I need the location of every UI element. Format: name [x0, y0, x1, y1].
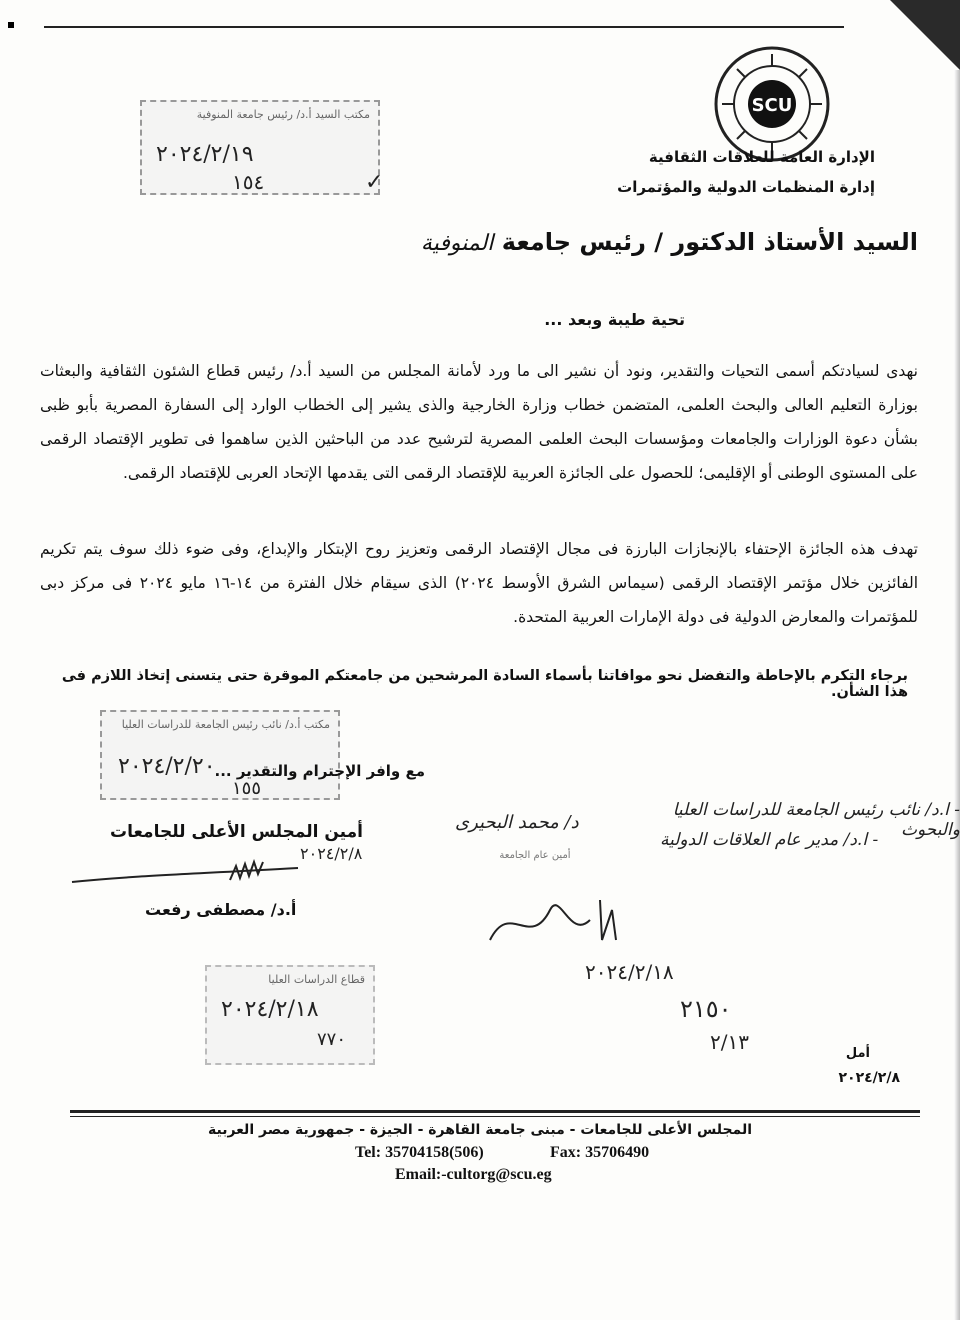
footer-address: المجلس الأعلى للجامعات - مبنى جامعة القاهرة - الجيزة - جمهورية مصر العربية	[207, 1122, 752, 1138]
annotation-date: ٢٠٢٤/٢/١٨	[585, 960, 674, 984]
footer-fax: Fax: 35706490	[550, 1144, 650, 1161]
typist-initial: أمل	[845, 1046, 870, 1061]
footer-rule-thick	[70, 1110, 920, 1113]
stamp-number: ١٥٥	[232, 778, 262, 799]
salutation	[98, 228, 918, 256]
top-rule	[44, 26, 844, 28]
footer-tel: Tel: 35704158(506)	[355, 1144, 484, 1161]
incoming-stamp-middle	[100, 710, 340, 800]
department-line-1: الإدارة العامة للعلاقات الثقافية	[648, 148, 875, 166]
annotation-fraction: ٢/١٣	[710, 1030, 749, 1054]
stamp-number: ٧٧٠	[317, 1029, 347, 1050]
annotation-line-2: - ا.د/ مدير عام العلاقات الدولية	[660, 830, 879, 850]
annotation-name: د/ محمد البحيرى	[455, 812, 579, 833]
body-paragraph-1: نهدى لسيادتكم أسمى التحيات والتقدير، ونود أن نشير الى ما ورد لأمانة المجلس من السيد أ.د/ رئيس قطاع الشئون الثقافية والبعثات بوزارة التعليم العالى والبحث العلمى، المتضمن خطاب وزارة الخارجية والذى يشير إلى الخطاب الوارد إلى السفارة المصرية بأبو ظبى بشأن دعوة الوزارات والجامعات ومؤسسات البحث العلمى المصرية لترشيح عدد من الباحثين الذين ساهموا فى تطوير الإقتصاد الرقمى على المستوى الوطنى أو الإقليمى؛ للحصول على الجائزة العربية للإقتصاد الرقمى التى يقدمها الإتحاد العربى للإقتصاد الرقمى.	[40, 362, 918, 482]
letter-date: ٢٠٢٤/٢/٨	[838, 1070, 900, 1086]
stamp-date: ٢٠٢٤/٢/١٩	[156, 142, 254, 167]
incoming-stamp-top	[140, 100, 380, 195]
signature-date: ٢٠٢٤/٢/٨	[300, 844, 363, 863]
greeting: تحية طيبة وبعد ...	[544, 310, 685, 329]
scu-seal-icon	[712, 44, 832, 164]
closing: مع وافر الإحترام والتقدير ...	[214, 762, 425, 780]
incoming-stamp-bottom	[205, 965, 375, 1065]
request-line: برجاء التكرم بالإحاطة والتفضل نحو موافاتنا بأسماء السادة المرشحين من جامعتكم الموقرة حتى يتسنى إتخاذ اللازم فى هذا الشأن.	[61, 668, 908, 700]
stamp-number: ١٥٤	[232, 170, 265, 194]
scan-mark	[8, 22, 14, 28]
stamp-date: ٢٠٢٤/٢/٢٠	[118, 754, 216, 779]
signatory-name: أ.د/ مصطفى رفعت	[145, 900, 297, 919]
annotation-stamp: أمين عام الجامعة	[499, 850, 571, 861]
body-paragraph-2: تهدف هذه الجائزة الإحتفاء بالإنجازات البارزة فى مجال الإقتصاد الرقمى وتعزيز روح الإبتكار والإبداع، وفى ضوء ذلك سوف يتم تكريم الفائزين خلال مؤتمر الإقتصاد الرقمى (سيماس الشرق الأوسط ٢٠٢٤) الذى سيقام خلال الفترة من ١٤-١٦ مايو ٢٠٢٤ فى مركز دبى للمؤتمرات والمعارض الدولية فى دولة الإمارات العربية المتحدة.	[40, 540, 919, 626]
signature-scribble-icon	[70, 850, 300, 894]
salutation-handwritten: المنوفية	[420, 231, 494, 256]
stamp-label: قطاع الدراسات العليا	[268, 973, 365, 986]
annotation-number: ٢١٥٠	[680, 995, 732, 1023]
stamp-label: مكتب أ.د/ نائب رئيس الجامعة للدراسات العليا	[121, 718, 330, 731]
logo-text: SCU	[751, 95, 793, 116]
annotation-signature-icon	[480, 880, 640, 960]
annotation-line-1: - ا.د/ نائب رئيس الجامعة للدراسات العليا والبحوث	[672, 800, 960, 840]
footer-rule-thin	[70, 1116, 920, 1117]
check-mark-icon: ✓	[365, 170, 384, 195]
scu-logo	[712, 44, 832, 164]
stamp-label: مكتب السيد أ.د/ رئيس جامعة المنوفية	[196, 108, 370, 121]
salutation-text: السيد الأستاذ الدكتور / رئيس جامعة	[501, 228, 918, 256]
signatory-title: أمين المجلس الأعلى للجامعات	[110, 822, 363, 842]
folded-corner	[890, 0, 960, 70]
department-line-2: إدارة المنظمات الدولية والمؤتمرات	[617, 178, 875, 196]
footer-email: Email:-cultorg@scu.eg	[395, 1166, 552, 1183]
stamp-date: ٢٠٢٤/٢/١٨	[221, 997, 319, 1022]
